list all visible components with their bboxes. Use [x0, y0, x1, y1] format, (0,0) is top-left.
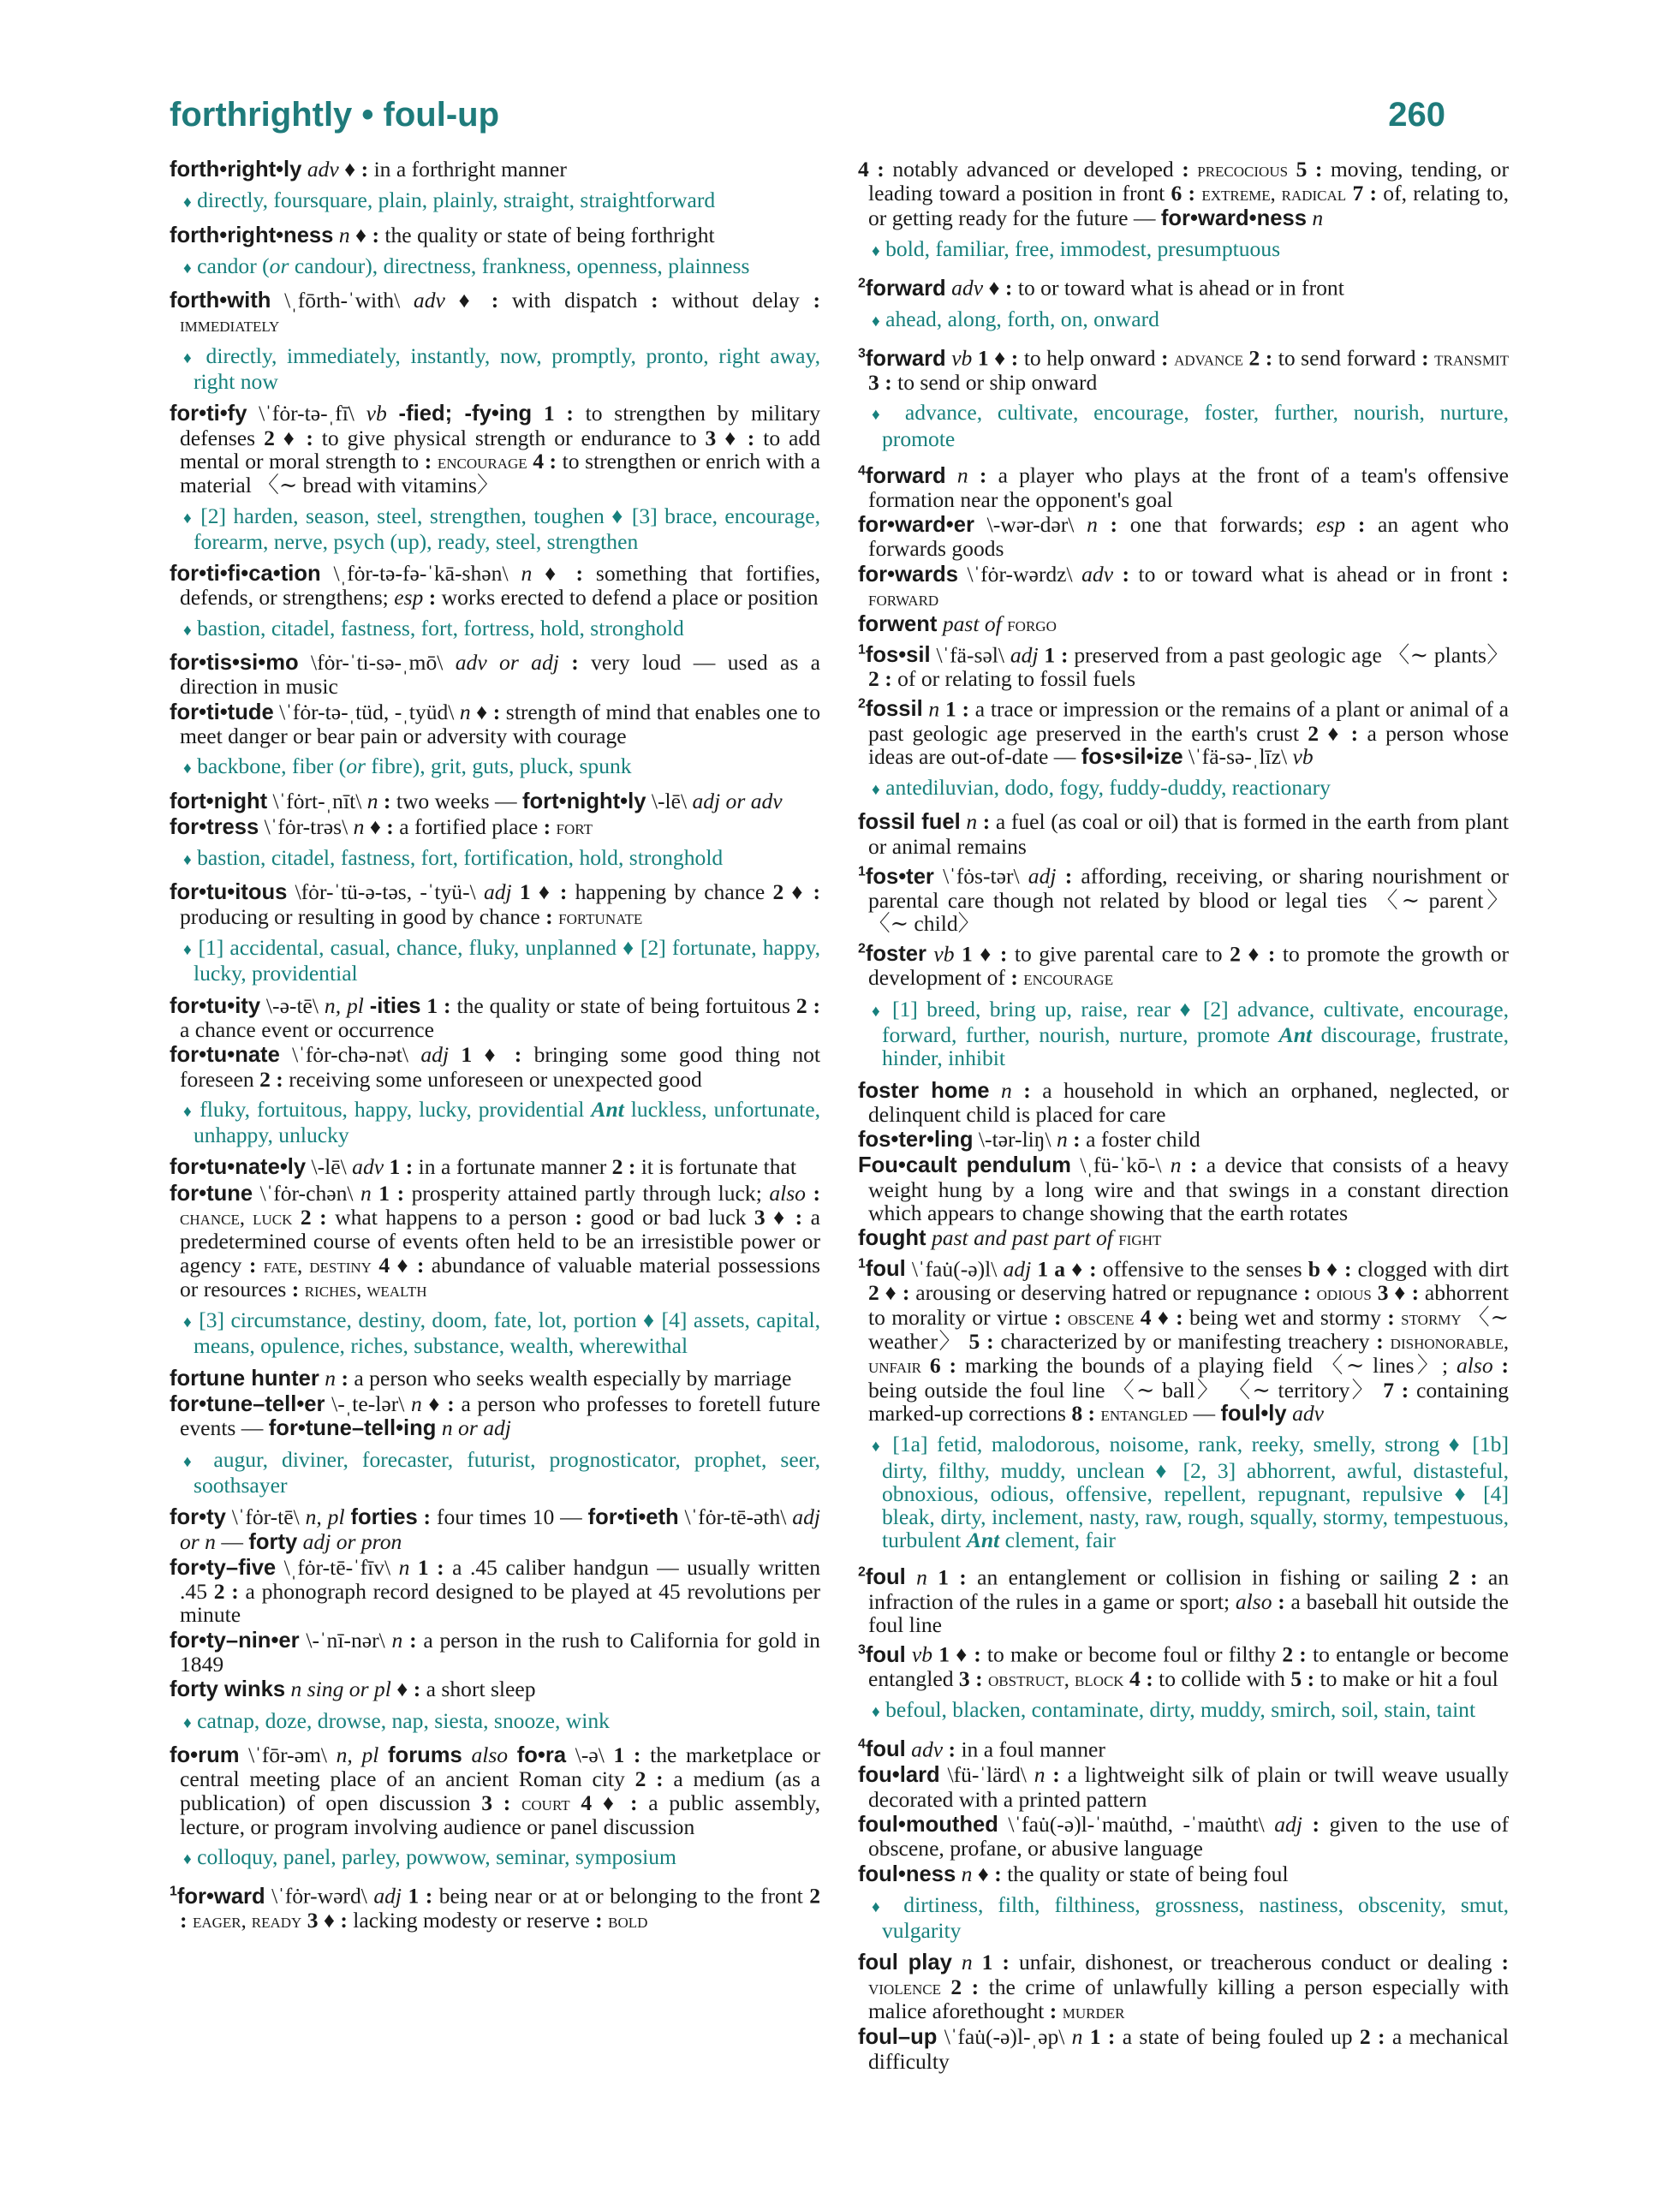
page-number: 260 [1388, 96, 1445, 134]
dictionary-entry: $^4$forward n : a player who plays at the front of a team's offensive formation near the opponent's goal [858, 462, 1509, 512]
synonym-block: ♦ fluky, fortuitous, happy, lucky, providential Ant luckless, unfortunate, unhappy, unlucky [183, 1096, 820, 1148]
synonym-block: ♦ dirtiness, filth, filthiness, grossness, nastiness, obscenity, smut, vulgarity [872, 1891, 1509, 1944]
dictionary-entry: fought past and past part of fight [858, 1225, 1162, 1251]
dictionary-entry: $^1$for•ward \ˈfȯr-wərd\ adj 1 : being near or at or belonging to the front 2 : eager, ready 3 ♦ : lacking modesty or reserve : bold [170, 1883, 820, 1933]
synonym-block: ♦ [3] circumstance, destiny, doom, fate, lot, portion ♦ [4] assets, capital, means, opulence, riches, substance, wealth, wherewithal [183, 1307, 820, 1359]
dictionary-entry: fou•lard \fü-ˈlärd\ n : a lightweight silk of plain or twill weave usually decorated with a printed pattern [858, 1762, 1509, 1812]
dictionary-entry: $^3$forward vb 1 ♦ : to help onward : advance 2 : to send forward : transmit 3 : to send or ship onward [858, 345, 1510, 396]
dictionary-entry: for•tune \ˈfȯr-chən\ n 1 : prosperity attained partly through luck; also : chance, luck 2 : what happens to a person : good or bad luck 3 ♦ : a predetermined course of events often held to be an irresistible power or agency : fate, destiny 4 ♦ : abundance of valuable material possessions or resources : riches, wealth [170, 1180, 821, 1302]
dictionary-entry: forwent past of forgo [858, 611, 1057, 637]
dictionary-entry: fossil fuel n : a fuel (as coal or oil) that is formed in the earth from plant or animal remains [858, 809, 1509, 859]
dictionary-entry: for•tu•nate•ly \-lē\ adv 1 : in a fortunate manner 2 : it is fortunate that [170, 1154, 796, 1180]
synonym-block: ♦ [1] breed, bring up, raise, rear ♦ [2] advance, cultivate, encourage, forward, further, nourish, nurture, promote Ant discourage, frustrate, hinder, inhibit [872, 996, 1509, 1071]
dictionary-entry: for•tis•si•mo \fȯr-ˈti-sə-ˌmō\ adv or adj : very loud — used as a direction in music [170, 650, 821, 700]
synonym-block: ♦ [1] accidental, casual, chance, fluky, unplanned ♦ [2] fortunate, happy, lucky, providential [183, 935, 820, 986]
synonym-block: ♦ [2] harden, season, steel, strengthen, toughen ♦ [3] brace, encourage, forearm, nerve, psych (up), ready, steel, strengthen [183, 503, 820, 554]
dictionary-entry: for•wards \ˈfȯr-wərdz\ adv : to or toward what is ahead or in front : forward [858, 561, 1509, 611]
dictionary-entry: forth•with \ˌfōrth-ˈwith\ adv ♦ : with dispatch : without delay : immediately [170, 288, 821, 337]
dictionary-entry: forty winks n sing or pl ♦ : a short sleep [170, 1677, 536, 1702]
synonym-block: ♦ colloquy, panel, parley, powwow, seminar, symposium [183, 1844, 676, 1870]
dictionary-entry: for•ward•er \-wər-dər\ n : one that forwards; esp : an agent who forwards goods [858, 512, 1509, 562]
dictionary-entry: for•tu•ity \-ə-tē\ n, pl -ities 1 : the quality or state of being fortuitous 2 : a chance event or occurrence [170, 992, 821, 1042]
synonym-block: ♦ bastion, citadel, fastness, fort, fortification, hold, stronghold [183, 845, 724, 871]
dictionary-entry: foul play n 1 : unfair, dishonest, or treacherous conduct or dealing : violence 2 : the crime of unlawfully killing a person especially with malice aforethought : murder [858, 1950, 1509, 2024]
dictionary-entry: for•ty–nin•er \-ˈnī-nər\ n : a person in the rush to California for gold in 1849 [170, 1627, 820, 1677]
dictionary-entry: $^2$foster vb 1 ♦ : to give parental care to 2 ♦ : to promote the growth or development of : encourage [858, 941, 1510, 991]
dictionary-entry: foster home n : a household in which an orphaned, neglected, or delinquent child is placed for care [858, 1077, 1510, 1127]
synonym-block: ♦ directly, immediately, instantly, now, promptly, pronto, right away, right now [183, 342, 820, 395]
dictionary-entry: for•tu•nate \ˈfȯr-chə-nət\ adj 1 ♦ : bringing some good thing not foreseen 2 : receiving some unforeseen or unexpected good [170, 1042, 821, 1092]
dictionary-entry: $^1$foul \ˈfau̇(-ə)l\ adj 1 a ♦ : offensive to the senses b ♦ : clogged with dirt 2 ♦ : arousing or deserving hatred or repugnance : odious 3 ♦ : abhorrent to morality or virtue : obscene 4 ♦ : being wet and stormy : stormy 〈∼ weather〉 5 : characterized by or manifesting treachery : dishonorable, unfair 6 : marking the bounds of a playing field 〈∼ lines〉; also : being outside the foul line 〈∼ ball〉 〈∼ territory〉 7 : containing marked-up corrections 8 : entangled — foul•ly adv [858, 1256, 1510, 1426]
dictionary-entry: $^4$foul adv : in a foul manner [858, 1736, 1105, 1762]
dictionary-entry: fort•night \ˈfȯrt-ˌnīt\ n : two weeks — fort•night•ly \-lē\ adj or adv [170, 788, 783, 813]
synonym-block: ♦ [1a] fetid, malodorous, noisome, rank, reeky, smelly, strong ♦ [1b] dirty, filthy, muddy, unclean ♦ [2, 3] abhorrent, awful, distasteful, obnoxious, odious, offensive, repellent, repugnant, repulsive ♦ [4] bleak, dirty, inclement, nasty, raw, rough, squally, stormy, tempestuous, turbulent Ant clement, fair [872, 1432, 1509, 1553]
synonym-block: ♦ befoul, blacken, contaminate, dirty, muddy, smirch, soil, stain, taint [872, 1697, 1476, 1723]
dictionary-entry: for•ti•fy \ˈfȯr-tə-ˌfī\ vb -fied; -fy•ing 1 : to strengthen by military defenses 2 ♦ : to give physical strength or endurance to 3 ♦ : to add mental or moral strength to : encourage 4 : to strengthen or enrich with a material 〈∼ bread with vitamins〉 [170, 401, 821, 498]
dictionary-entry: 4 : notably advanced or developed : precocious 5 : moving, tending, or leading toward a position in front 6 : extreme, radical 7 : of, relating to, or getting ready for the future — for•ward•ness n [858, 157, 1510, 230]
synonym-block: ♦ catnap, doze, drowse, nap, siesta, snooze, wink [183, 1707, 610, 1733]
dictionary-entry: foul–up \ˈfau̇(-ə)l-ˌəp\ n 1 : a state of being fouled up 2 : a mechanical difficulty [858, 2024, 1509, 2074]
dictionary-entry: forth•right•ly adv ♦ : in a forthright manner [170, 157, 567, 182]
dictionary-entry: foul•mouthed \ˈfau̇(-ə)l-ˈmau̇thd, -ˈmau̇tht\ adj : given to the use of obscene, profane, or abusive language [858, 1811, 1509, 1861]
synonym-block: ♦ ahead, along, forth, on, onward [872, 307, 1159, 332]
dictionary-entry: $^1$fos•sil \ˈfä-səl\ adj 1 : preserved from a past geologic age 〈∼ plants〉 2 : of or relating to fossil fuels [858, 642, 1510, 692]
dictionary-entry: $^2$fossil n 1 : a trace or impression or the remains of a plant or animal of a past geologic age preserved in the earth's crust 2 ♦ : a person whose ideas are out-of-date — fos•sil•ize \ˈfä-sə-ˌlīz\ vb [858, 696, 1510, 769]
dictionary-entry: for•tress \ˈfȯr-trəs\ n ♦ : a fortified place : fort [170, 813, 593, 839]
synonym-block: ♦ backbone, fiber (or fibre), grit, guts, pluck, spunk [183, 754, 632, 779]
guide-words: forthrightly • foul-up [170, 96, 500, 134]
synonym-block: ♦ directly, foursquare, plain, plainly, straight, straightforward [183, 188, 716, 213]
dictionary-entry: forth•right•ness n ♦ : the quality or state of being forthright [170, 222, 715, 247]
dictionary-entry: for•ti•fi•ca•tion \ˌfȯr-tə-fə-ˈkā-shən\ n ♦ : something that fortifies, defends, or strengthens; esp : works erected to defend a place or position [170, 561, 820, 611]
synonym-block: ♦ advance, cultivate, encourage, foster, further, nourish, nurture, promote [872, 400, 1510, 451]
dictionary-entry: for•ty \ˈfȯr-tē\ n, pl forties : four times 10 — for•ti•eth \ˈfȯr-tē-əth\ adj or n — forty adj or pron [170, 1504, 820, 1554]
dictionary-entry: fos•ter•ling \-tər-liŋ\ n : a foster child [858, 1127, 1200, 1153]
dictionary-entry: $^1$fos•ter \ˈfȯs-tər\ adj : affording, receiving, or sharing nourishment or parental care though not related by blood or legal ties 〈∼ parent〉 〈∼ child〉 [858, 863, 1509, 937]
dictionary-entry: for•tune–tell•er \-ˌte-lər\ n ♦ : a person who professes to foretell future events — for•tune–tell•ing n or adj [170, 1391, 820, 1441]
synonym-block: ♦ antediluvian, dodo, fogy, fuddy-duddy, reactionary [872, 775, 1331, 801]
dictionary-entry: fo•rum \ˈfōr-əm\ n, pl forums also fo•ra \-ə\ 1 : the marketplace or central meeting place of an ancient Roman city 2 : a medium (as a publication) of open discussion 3 : court 4 ♦ : a public assembly, lecture, or program involving audience or panel discussion [170, 1742, 821, 1839]
synonym-block: ♦ bold, familiar, free, immodest, presumptuous [872, 235, 1281, 261]
dictionary-entry: $^3$foul vb 1 ♦ : to make or become foul or filthy 2 : to entangle or become entangled 3 : obstruct, block 4 : to collide with 5 : to make or hit a foul [858, 1641, 1510, 1691]
left-column [170, 158, 820, 1935]
dictionary-entry: for•tu•itous \fȯr-ˈtü-ə-təs, -ˈtyü-\ adj 1 ♦ : happening by chance 2 ♦ : producing or resulting in good by chance : fortunate [170, 879, 820, 929]
right-column [858, 158, 1509, 2075]
dictionary-entry: Fou•cault pendulum \ˌfü-ˈkō-\ n : a device that consists of a heavy weight hung by a long wire and that swings in a constant direction which appears to change showing that the earth rotates [858, 1153, 1510, 1225]
dictionary-entry: $^2$forward adv ♦ : to or toward what is ahead or in front [858, 275, 1344, 301]
dictionary-entry: $^2$foul n 1 : an entanglement or collision in fishing or sailing 2 : an infraction of the rules in a game or sport; also : a baseball hit outside the foul line [858, 1564, 1509, 1637]
dictionary-entry: for•ty–five \ˌfȯr-tē-ˈfīv\ n 1 : a .45 caliber handgun — usually written .45 2 : a phonograph record designed to be played at 45 revolutions per minute [170, 1554, 821, 1628]
dictionary-entry: foul•ness n ♦ : the quality or state of being foul [858, 1861, 1289, 1886]
synonym-block: ♦ augur, diviner, forecaster, futurist, prognosticator, prophet, seer, soothsayer [183, 1446, 820, 1498]
dictionary-entry: for•ti•tude \ˈfȯr-tə-ˌtüd, -ˌtyüd\ n ♦ : strength of mind that enables one to meet danger or bear pain or adversity with courage [170, 699, 820, 748]
synonym-block: ♦ candor (or candour), directness, frankness, openness, plainness [183, 253, 750, 278]
synonym-block: ♦ bastion, citadel, fastness, fort, fortress, hold, stronghold [183, 615, 684, 640]
page-header [170, 96, 1445, 147]
dictionary-entry: fortune hunter n : a person who seeks wealth especially by marriage [170, 1365, 792, 1391]
